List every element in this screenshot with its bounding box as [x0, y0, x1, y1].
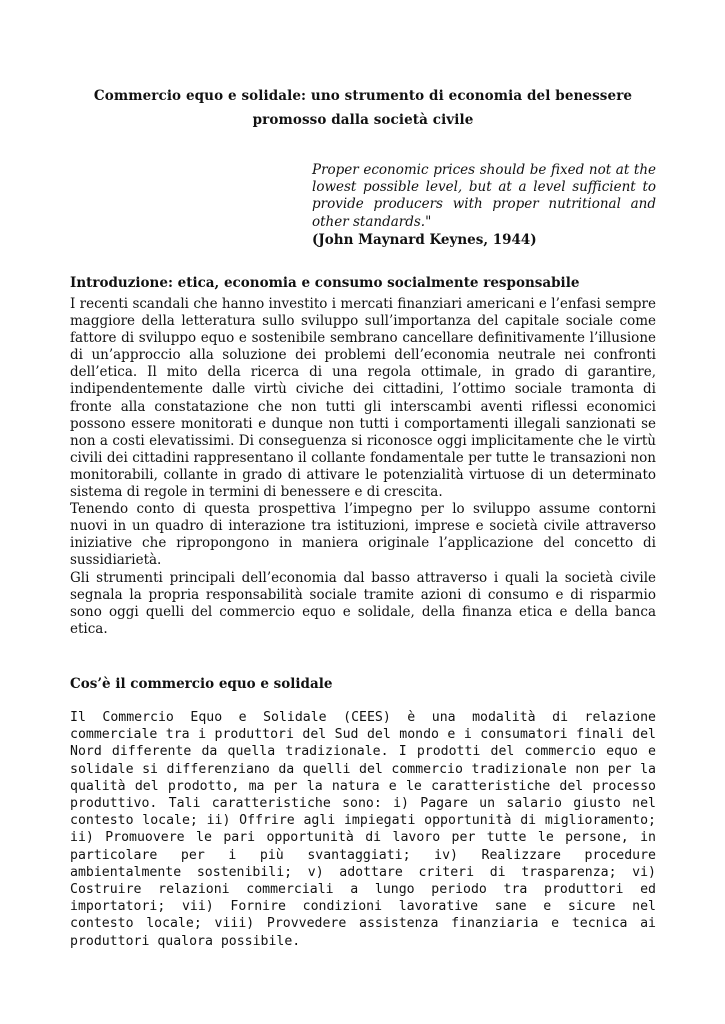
section-body-introduction: [70, 296, 656, 638]
paragraph: Tenendo conto di questa prospettiva l’impegno per lo sviluppo assume contorni nuovi in un quadro di interazione tra istituzioni, imprese e società civile attraverso iniziative che ripropongono in maniera originale l’applicazione del concetto di sussidiarietà.: [70, 501, 656, 569]
paragraph: Il Commercio Equo e Solidale (CEES) è una modalità di relazione commerciale tra i produttori del Sud del mondo e i consumatori finali del Nord differente da quella tradizionale. I prodotti del commercio equo e solidale si differenziano da quelli del commercio tradizionale non per la qualità del prodotto, ma per la natura e le caratteristiche del processo produttivo. Tali caratteristiche sono: i) Pagare un salario giusto nel contesto locale; ii) Offrire agli impiegati opportunità di miglioramento; ii) Promuovere le pari opportunità di lavoro per tutte le persone, in particolare per i più svantaggiati; iv) Realizzare procedure ambientalmente sostenibili; v) adottare criteri di trasparenza; vi) Costruire relazioni commerciali a lungo periodo tra produttori ed importatori; vii) Fornire condizioni lavorative sane e sicure nel contesto locale; viii) Provvedere assistenza finanziaria e tecnica ai produttori qualora possibile.: [70, 710, 656, 949]
document-title-line-2: promosso dalla società civile: [252, 112, 474, 128]
section-heading-introduction: Introduzione: etica, economia e consumo socialmente responsabile: [70, 275, 580, 291]
section-body-cees: [70, 709, 656, 950]
paragraph: I recenti scandali che hanno investito i mercati finanziari americani e l’enfasi sempre maggiore della letteratura sullo sviluppo sull’importanza del capitale sociale come fattore di sviluppo equo e sostenibile sembrano cancellare definitivamente l’illusione di un’approccio alla soluzione dei problemi dell’economia neutrale nei confronti dell’etica. Il mito della ricerca di una regola ottimale, in grado di garantire, indipendentemente dalle virtù civiche dei cittadini, l’ottimo sociale tramonta di fronte alla constatazione che non tutti gli interscambi aventi riflessi economici possono essere monitorati e dunque non tutti i comportamenti illegali sanzionati se non a costi elevatissimi. Di conseguenza si riconosce oggi implicitamente che le virtù civili dei cittadini rappresentano il collante fondamentale per tutte le transazioni non monitorabili, collante in grado di attivare le potenzialità virtuose di un determinato sistema di regole in termini di benessere e di crescita.: [70, 296, 656, 501]
epigraph-author: (John Maynard Keynes, 1944): [312, 232, 537, 248]
paragraph: Gli strumenti principali dell’economia dal basso attraverso i quali la società civile segnala la propria responsabilità sociale tramite azioni di consumo e di risparmio sono oggi quelli del commercio equo e solidale, della finanza etica e della banca etica.: [70, 569, 656, 637]
document-title-line-1: Commercio equo e solidale: uno strumento di economia del benessere: [93, 88, 633, 104]
epigraph-quote: Proper economic prices should be fixed not at the lowest possible level, but at a level sufficient to provide producers with proper nutritional and other standards.": [312, 162, 656, 230]
section-heading-cees: Cos’è il commercio equo e solidale: [70, 676, 333, 692]
